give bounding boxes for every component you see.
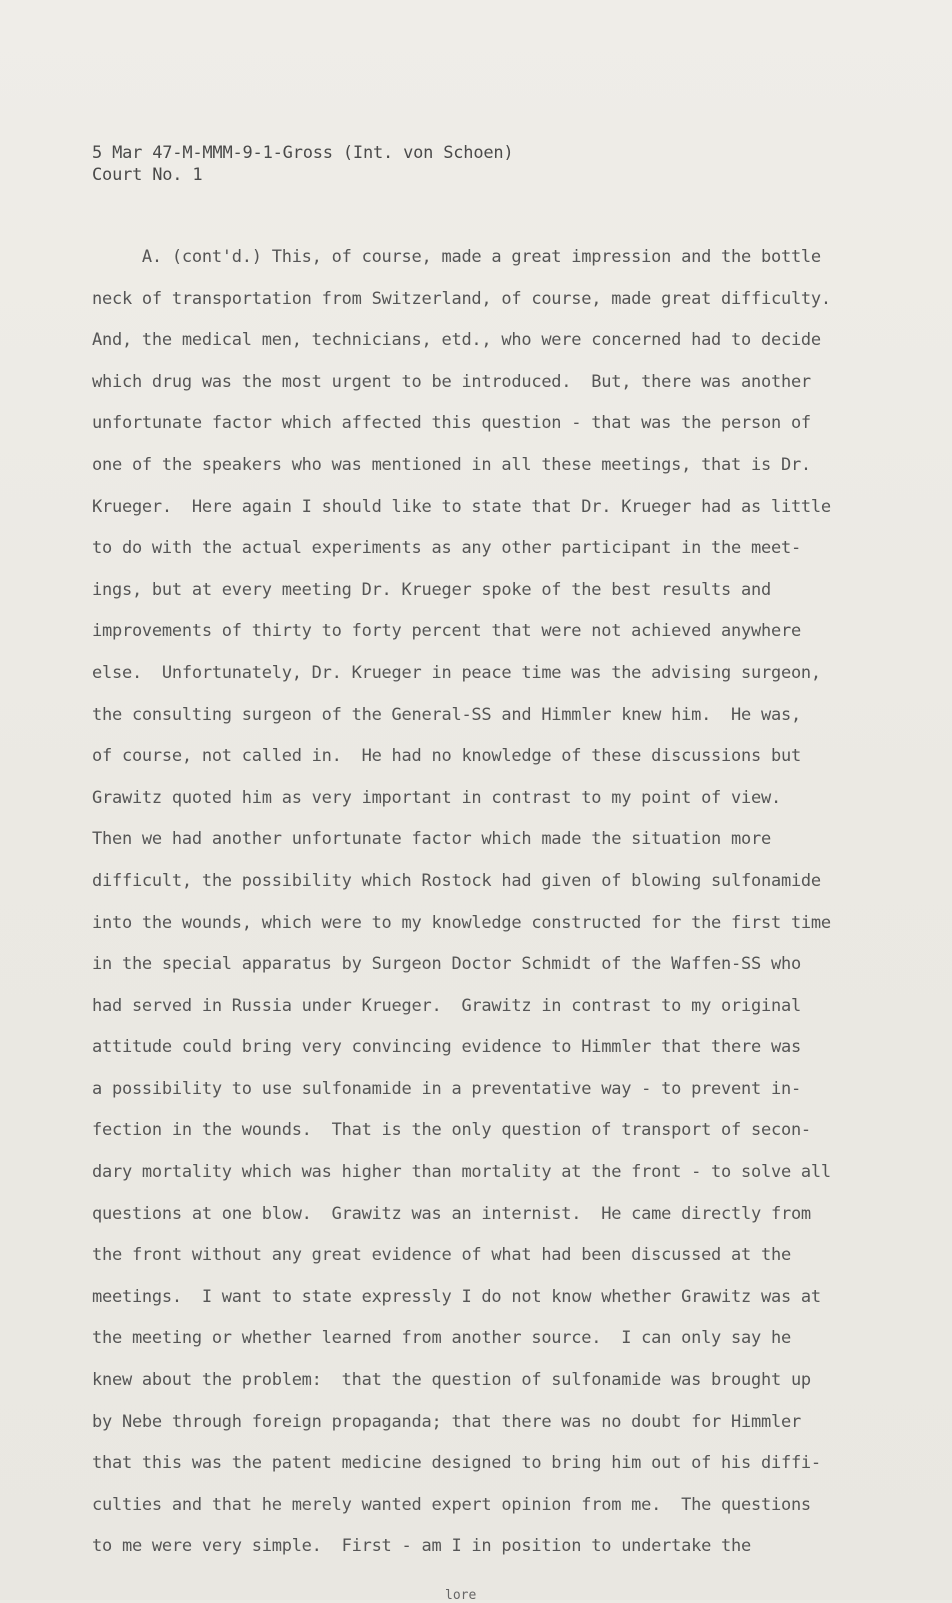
text-line: a possibility to use sulfonamide in a preventative way - to prevent in-	[92, 1078, 801, 1099]
text-line: knew about the problem: that the question of sulfonamide was brought up	[92, 1370, 811, 1391]
header-line: 5 Mar 47-M-MMM-9-1-Gross (Int. von Schoen)	[92, 143, 514, 163]
text-line: in the special apparatus by Surgeon Doctor Schmidt of the Waffen-SS who	[92, 954, 801, 975]
text-line: improvements of thirty to forty percent that were not achieved anywhere	[92, 621, 801, 642]
page-footer-fragment: lore	[445, 1588, 477, 1603]
text-line: unfortunate factor which affected this question - that was the person of	[92, 413, 811, 434]
text-line: to do with the actual experiments as any other participant in the meet-	[92, 538, 801, 559]
text-line: had served in Russia under Krueger. Grawitz in contrast to my original	[92, 995, 801, 1016]
text-line: difficult, the possibility which Rostock had given of blowing sulfonamide	[92, 870, 821, 891]
text-line: else. Unfortunately, Dr. Krueger in peace time was the advising surgeon,	[92, 662, 821, 683]
text-line: ings, but at every meeting Dr. Krueger spoke of the best results and	[92, 579, 771, 600]
text-line: to me were very simple. First - am I in position to undertake the	[92, 1536, 752, 1557]
text-line: which drug was the most urgent to be introduced. But, there was another	[92, 371, 811, 392]
text-line: dary mortality which was higher than mortality at the front - to solve all	[92, 1162, 831, 1183]
text-line: the meeting or whether learned from another source. I can only say he	[92, 1328, 791, 1349]
header-line: Court No. 1	[92, 165, 203, 185]
text-line: by Nebe through foreign propaganda; that there was no doubt for Himmler	[92, 1411, 801, 1432]
text-line: neck of transportation from Switzerland, of course, made great difficulty.	[92, 288, 831, 309]
text-line: attitude could bring very convincing evidence to Himmler that there was	[92, 1037, 801, 1058]
text-line: culties and that he merely wanted expert opinion from me. The questions	[92, 1494, 811, 1515]
text-line: questions at one blow. Grawitz was an internist. He came directly from	[92, 1203, 811, 1224]
text-line: Then we had another unfortunate factor which made the situation more	[92, 829, 771, 850]
text-line: of course, not called in. He had no knowledge of these discussions but	[92, 746, 801, 767]
text-line: And, the medical men, technicians, etd., who were concerned had to decide	[92, 330, 821, 351]
text-line: fection in the wounds. That is the only question of transport of secon-	[92, 1120, 811, 1141]
document-header	[92, 142, 513, 186]
text-line: Grawitz quoted him as very important in contrast to my point of view.	[92, 787, 781, 808]
text-line: the front without any great evidence of what had been discussed at the	[92, 1245, 791, 1266]
text-line: into the wounds, which were to my knowledge constructed for the first time	[92, 912, 831, 933]
text-line: the consulting surgeon of the General-SS and Himmler knew him. He was,	[92, 704, 801, 725]
text-line: Krueger. Here again I should like to state that Dr. Krueger had as little	[92, 496, 831, 517]
text-line: A. (cont'd.) This, of course, made a great impression and the bottle	[92, 247, 821, 267]
document-body	[92, 243, 882, 1574]
text-line: meetings. I want to state expressly I do not know whether Grawitz was at	[92, 1286, 821, 1307]
text-line: one of the speakers who was mentioned in all these meetings, that is Dr.	[92, 454, 811, 475]
text-line: that this was the patent medicine designed to bring him out of his diffi-	[92, 1453, 821, 1474]
